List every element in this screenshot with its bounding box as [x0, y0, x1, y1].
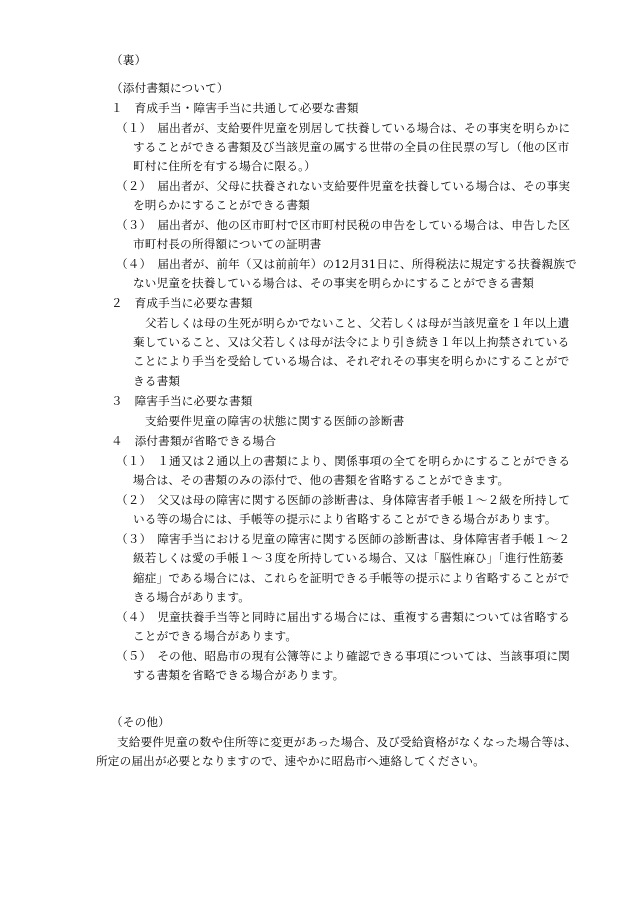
section-4-item-3-cont: 級若しくは愛の手帳１～３度を所持している場合、又は「脳性麻ひ」「進行性筋萎	[133, 551, 564, 565]
back-side-label: （裏）	[111, 53, 147, 67]
section-2-body-cont: 棄していること、又は父若しくは母が法令により引き続き１年以上拘禁されている	[133, 335, 570, 349]
section-2-body: 父若しくは母の生死が明らかでないこと、父若しくは母が当該児童を１年以上遺	[145, 316, 570, 330]
section-4-item-3: （３） 障害手当における児童の障害に関する医師の診断書は、身体障害者手帳１～２	[116, 532, 571, 546]
section-4-item-2: （２） 父又は母の障害に関する医師の診断書は、身体障害者手帳１～２級を所持して	[116, 493, 571, 507]
section-2-heading: ２ 育成手当に必要な書類	[111, 296, 253, 310]
other-body-cont: 所定の届出が必要となりますので、速やかに昭島市へ連絡してください。	[96, 754, 485, 768]
section-2-body-cont: ことにより手当を受給している場合は、それぞれその事実を明らかにすることがで	[133, 354, 570, 368]
section-4-heading: ４ 添付書類が省略できる場合	[111, 434, 277, 448]
other-heading: （その他）	[111, 715, 170, 729]
section-4-item-3-cont: 縮症」である場合には、これらを証明できる手帳等の提示により省略することがで	[133, 571, 570, 585]
section-1-item-3: （３） 届出者が、他の区市町村で区市町村民税の申告をしている場合は、申告した区	[116, 218, 571, 232]
section-4-item-2-cont: いる等の場合には、手帳等の提示により省略することができる場合があります。	[133, 512, 557, 526]
section-1-item-4-cont: ない児童を扶養している場合は、その事実を明らかにすることができる書類	[133, 276, 534, 290]
section-4-item-1: （１） １通又は２通以上の書類により、関係事項の全てを明らかにすることができる	[116, 454, 571, 468]
other-body: 支給要件児童の数や住所等に変更があった場合、及び受給資格がなくなった場合等は、	[117, 735, 577, 749]
section-1-item-1: （１） 届出者が、支給要件児童を別居して扶養している場合は、その事実を明らかに	[116, 121, 571, 135]
section-3-body: 支給要件児童の障害の状態に関する医師の診断書	[145, 414, 405, 428]
attachments-heading: （添付書類について）	[111, 81, 229, 95]
section-4-item-3-cont: きる場合があります。	[133, 590, 251, 604]
section-4-item-4-cont: ことができる場合があります。	[133, 629, 298, 643]
section-4-item-5-cont: する書類を省略できる場合があります。	[133, 668, 345, 682]
section-1-item-4: （４） 届出者が、前年（又は前前年）の12月31日に、所得税法に規定する扶養親族で	[116, 257, 577, 271]
section-1-item-2: （２） 届出者が、父母に扶養されない支給要件児童を扶養している場合は、その事実	[116, 179, 571, 193]
section-4-item-4: （４） 児童扶養手当等と同時に届出する場合には、重複する書類については省略する	[116, 610, 570, 624]
section-1-item-1-cont: 町村に住所を有する場合に限る。）	[133, 159, 316, 173]
section-1-item-1-cont: することができる書類及び当該児童の属する世帯の全員の住民票の写し（他の区市	[133, 140, 570, 154]
section-1-item-3-cont: 市町村長の所得額についての証明書	[133, 237, 322, 251]
section-1-item-2-cont: を明らかにすることができる書類	[133, 198, 310, 212]
section-4-item-1-cont: 場合は、その書類のみの添付で、他の書類を省略することができます。	[133, 473, 510, 487]
section-3-heading: ３ 障害手当に必要な書類	[111, 394, 253, 408]
section-4-item-5: （５） その他、昭島市の現有公簿等により確認できる事項については、当該事項に関	[116, 649, 570, 663]
section-1-heading: １ 育成手当・障害手当に共通して必要な書類	[111, 101, 359, 115]
section-2-body-cont: きる書類	[133, 374, 181, 388]
